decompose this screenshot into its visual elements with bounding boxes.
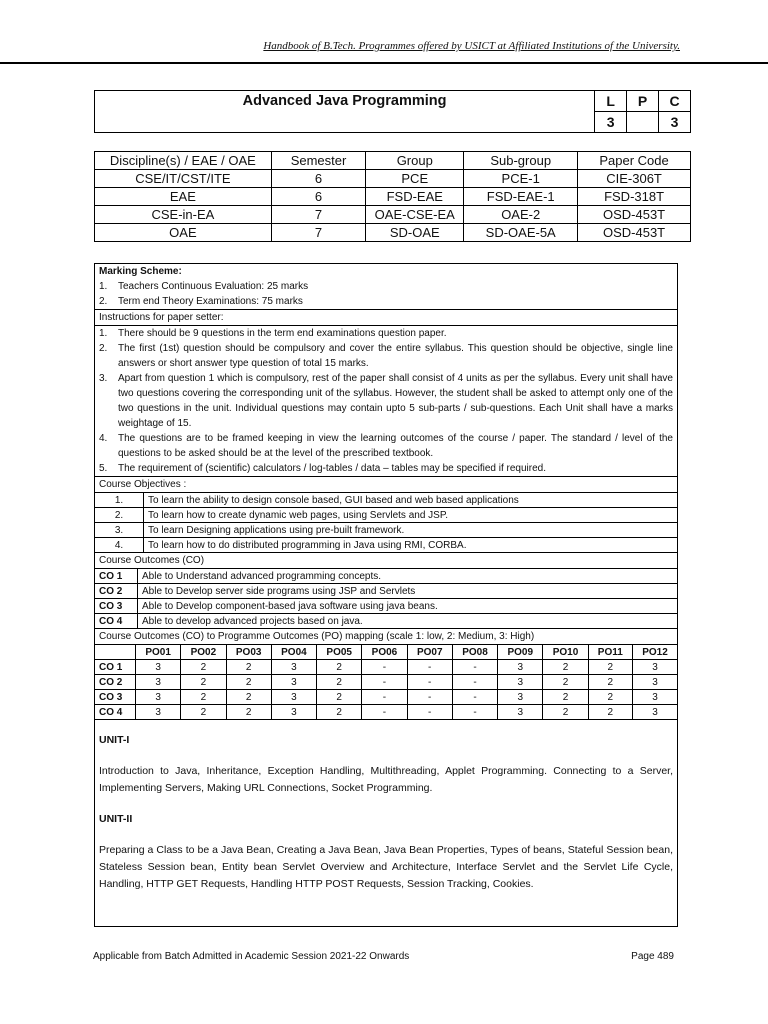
- table-cell: CSE/IT/CST/ITE: [95, 170, 272, 188]
- item-number: 5.: [99, 463, 108, 474]
- table-row: [95, 584, 677, 599]
- table-cell: 3: [498, 690, 543, 705]
- item-text: Apart from question 1 which is compulsory, rest of the paper shall consist of 4 units as per the syllabus. Every unit shall have two questions covering the corresponding unit of the syllabus. However, the student shall be asked to attempt only one of the two questions in the unit. Individual questions may contain upto 5 sub-parts / sub-questions. Each Unit shall have a marks weightage of 15.: [118, 373, 673, 429]
- practical-label: P: [627, 91, 659, 112]
- table-cell: -: [452, 660, 497, 675]
- discipline-header: Discipline(s) / EAE / OAE: [95, 152, 272, 170]
- po-header: PO10: [543, 645, 588, 660]
- table-cell: 6: [271, 188, 365, 206]
- outcome-code: CO 1: [95, 569, 138, 584]
- table-cell: 2: [588, 705, 632, 720]
- table-cell: FSD-EAE-1: [464, 188, 578, 206]
- marking-scheme-heading: Marking Scheme:: [99, 266, 182, 277]
- objective-text: To learn how to do distributed programming in Java using RMI, CORBA.: [144, 538, 678, 553]
- table-cell: CSE-in-EA: [95, 206, 272, 224]
- table-cell: -: [362, 690, 407, 705]
- list-item: [99, 371, 673, 431]
- table-row: [95, 690, 677, 705]
- co-label: CO 1: [95, 660, 136, 675]
- table-cell: 2: [317, 675, 362, 690]
- table-cell: CIE-306T: [578, 170, 691, 188]
- table-cell: 3: [632, 675, 677, 690]
- outcome-text: Able to Develop server side programs using JSP and Servlets: [138, 584, 678, 599]
- table-cell: 3: [136, 690, 181, 705]
- table-row: [95, 508, 677, 523]
- table-row: [95, 675, 677, 690]
- outcome-code: CO 4: [95, 614, 138, 629]
- table-cell: 6: [271, 170, 365, 188]
- item-number: 3.: [99, 373, 108, 384]
- unit-text: Preparing a Class to be a Java Bean, Creating a Java Bean, Java Bean Properties, Types of beans, Stateful Session bean, Stateless Session bean, Entity bean Servlet Overview and Architecture, Interface Servlet and the Servlet Life Cycle, Handling, HTTP GET Requests, Handling HTTP POST Requests, Session Tracking, Cookies.: [99, 844, 673, 890]
- po-header: PO05: [317, 645, 362, 660]
- table-cell: OSD-453T: [578, 224, 691, 242]
- syllabus-box: [94, 263, 678, 927]
- po-header: PO02: [181, 645, 226, 660]
- table-cell: 2: [181, 675, 226, 690]
- instructions-heading: Instructions for paper setter:: [95, 310, 677, 326]
- table-cell: -: [362, 705, 407, 720]
- table-cell: 3: [498, 705, 543, 720]
- unit-heading: UNIT-I: [99, 734, 130, 746]
- table-cell: PCE: [366, 170, 464, 188]
- table-cell: 2: [543, 660, 588, 675]
- table-row: [95, 188, 691, 206]
- header-rule: [0, 62, 768, 64]
- outcomes-heading: Course Outcomes (CO): [95, 553, 677, 569]
- table-cell: 3: [271, 705, 316, 720]
- item-number: 2.: [99, 343, 108, 354]
- co-label: CO 4: [95, 705, 136, 720]
- table-cell: 2: [588, 660, 632, 675]
- table-cell: 3: [271, 660, 316, 675]
- item-text: Teachers Continuous Evaluation: 25 marks: [118, 281, 309, 292]
- table-cell: -: [452, 690, 497, 705]
- table-cell: -: [407, 705, 452, 720]
- table-cell: 2: [588, 690, 632, 705]
- item-number: 1.: [99, 328, 108, 339]
- po-header: PO01: [136, 645, 181, 660]
- table-cell: PCE-1: [464, 170, 578, 188]
- table-row: [95, 599, 677, 614]
- table-cell: 2: [543, 690, 588, 705]
- outcome-text: Able to develop advanced projects based on java.: [138, 614, 678, 629]
- table-cell: FSD-318T: [578, 188, 691, 206]
- objective-text: To learn the ability to design console based, GUI based and web based applications: [144, 493, 678, 508]
- po-header: PO04: [271, 645, 316, 660]
- outcome-code: CO 3: [95, 599, 138, 614]
- objective-text: To learn Designing applications using pre-built framework.: [144, 523, 678, 538]
- table-cell: -: [407, 660, 452, 675]
- po-header: PO03: [226, 645, 271, 660]
- po-header: PO07: [407, 645, 452, 660]
- po-header: PO11: [588, 645, 632, 660]
- table-cell: OAE: [95, 224, 272, 242]
- table-row: [95, 538, 677, 553]
- co-label: CO 3: [95, 690, 136, 705]
- table-row: [95, 170, 691, 188]
- table-row: [95, 206, 691, 224]
- item-text: Term end Theory Examinations: 75 marks: [118, 296, 303, 307]
- course-title: Advanced Java Programming: [95, 91, 595, 133]
- mapping-corner: [95, 645, 136, 660]
- lecture-label: L: [595, 91, 627, 112]
- table-cell: 2: [588, 675, 632, 690]
- objective-number: 3.: [95, 523, 144, 538]
- table-row: [95, 224, 691, 242]
- table-cell: 2: [226, 705, 271, 720]
- list-item: [99, 431, 673, 461]
- subgroup-header: Sub-group: [464, 152, 578, 170]
- item-text: There should be 9 questions in the term end examinations question paper.: [118, 328, 447, 339]
- unit-heading: UNIT-II: [99, 813, 133, 825]
- outcome-code: CO 2: [95, 584, 138, 599]
- group-header: Group: [366, 152, 464, 170]
- units-section: [95, 732, 677, 893]
- table-cell: 3: [632, 705, 677, 720]
- table-cell: 2: [317, 690, 362, 705]
- po-header: PO06: [362, 645, 407, 660]
- co-po-mapping-table: [95, 645, 677, 720]
- table-cell: 2: [181, 705, 226, 720]
- table-cell: -: [407, 675, 452, 690]
- handbook-header: Handbook of B.Tech. Programmes offered by USICT at Affiliated Institutions of the University.: [263, 40, 680, 52]
- table-cell: 7: [271, 224, 365, 242]
- outcome-text: Able to Develop component-based java software using java beans.: [138, 599, 678, 614]
- table-cell: SD-OAE-5A: [464, 224, 578, 242]
- table-cell: 2: [226, 690, 271, 705]
- discipline-header-row: [95, 152, 691, 170]
- po-header: PO08: [452, 645, 497, 660]
- table-cell: -: [362, 675, 407, 690]
- table-cell: -: [407, 690, 452, 705]
- co-label: CO 2: [95, 675, 136, 690]
- outcome-text: Able to Understand advanced programming concepts.: [138, 569, 678, 584]
- table-cell: EAE: [95, 188, 272, 206]
- item-text: The first (1st) question should be compulsory and cover the entire syllabus. This question should be objective, single line answers or short answer type question of total 15 marks.: [118, 343, 673, 369]
- item-text: The requirement of (scientific) calculators / log-tables / data – tables may be specified if required.: [118, 463, 546, 474]
- table-cell: FSD-EAE: [366, 188, 464, 206]
- table-cell: 3: [136, 660, 181, 675]
- list-item: [99, 341, 673, 371]
- table-row: [95, 705, 677, 720]
- practical-value: [627, 112, 659, 133]
- table-row: [95, 569, 677, 584]
- list-item: [99, 461, 673, 476]
- paper-code-header: Paper Code: [578, 152, 691, 170]
- table-row: [95, 614, 677, 629]
- objectives-heading: Course Objectives :: [95, 477, 677, 493]
- list-item: [99, 279, 673, 294]
- table-cell: 3: [136, 705, 181, 720]
- item-text: The questions are to be framed keeping in view the learning outcomes of the course / paper. The standard / level of the questions to be asked should be at the level of the prescribed textbook.: [118, 433, 673, 459]
- objective-number: 2.: [95, 508, 144, 523]
- objective-number: 4.: [95, 538, 144, 553]
- table-row: [95, 493, 677, 508]
- table-cell: 2: [181, 690, 226, 705]
- table-cell: OSD-453T: [578, 206, 691, 224]
- course-title-table: [94, 90, 691, 133]
- instructions-section: [95, 326, 677, 477]
- table-cell: -: [362, 660, 407, 675]
- table-row: [95, 660, 677, 675]
- page-number: Page 489: [631, 951, 674, 962]
- outcomes-table: [95, 569, 677, 629]
- credit-label: C: [659, 91, 691, 112]
- credit-value: 3: [659, 112, 691, 133]
- marking-scheme-section: [95, 264, 677, 310]
- list-item: [99, 294, 673, 309]
- mapping-heading: Course Outcomes (CO) to Programme Outcomes (PO) mapping (scale 1: low, 2: Medium, 3: High): [95, 629, 677, 645]
- table-row: [95, 523, 677, 538]
- po-header: PO09: [498, 645, 543, 660]
- table-cell: 3: [271, 690, 316, 705]
- table-cell: 3: [632, 660, 677, 675]
- table-cell: 2: [181, 660, 226, 675]
- unit-text: Introduction to Java, Inheritance, Exception Handling, Multithreading, Applet Programming. Connecting to a Server, Implementing Servers, Making URL Connections, Socket Programming.: [99, 765, 673, 794]
- discipline-table: [94, 151, 691, 242]
- objective-number: 1.: [95, 493, 144, 508]
- item-number: 1.: [99, 281, 108, 292]
- table-cell: 2: [543, 705, 588, 720]
- table-cell: 3: [136, 675, 181, 690]
- table-cell: -: [452, 705, 497, 720]
- objective-text: To learn how to create dynamic web pages, using Servlets and JSP.: [144, 508, 678, 523]
- mapping-header-row: [95, 645, 677, 660]
- table-cell: 2: [226, 675, 271, 690]
- table-cell: 7: [271, 206, 365, 224]
- table-cell: -: [452, 675, 497, 690]
- table-cell: 2: [317, 660, 362, 675]
- list-item: [99, 326, 673, 341]
- item-number: 4.: [99, 433, 108, 444]
- semester-header: Semester: [271, 152, 365, 170]
- table-cell: SD-OAE: [366, 224, 464, 242]
- po-header: PO12: [632, 645, 677, 660]
- objectives-table: [95, 493, 677, 553]
- table-cell: 2: [317, 705, 362, 720]
- table-cell: 2: [226, 660, 271, 675]
- table-cell: 3: [498, 675, 543, 690]
- item-number: 2.: [99, 296, 108, 307]
- table-cell: 3: [632, 690, 677, 705]
- table-cell: OAE-2: [464, 206, 578, 224]
- table-cell: 3: [498, 660, 543, 675]
- lecture-value: 3: [595, 112, 627, 133]
- table-cell: 3: [271, 675, 316, 690]
- table-cell: OAE-CSE-EA: [366, 206, 464, 224]
- table-cell: 2: [543, 675, 588, 690]
- footer-applicable: Applicable from Batch Admitted in Academic Session 2021-22 Onwards: [93, 951, 410, 962]
